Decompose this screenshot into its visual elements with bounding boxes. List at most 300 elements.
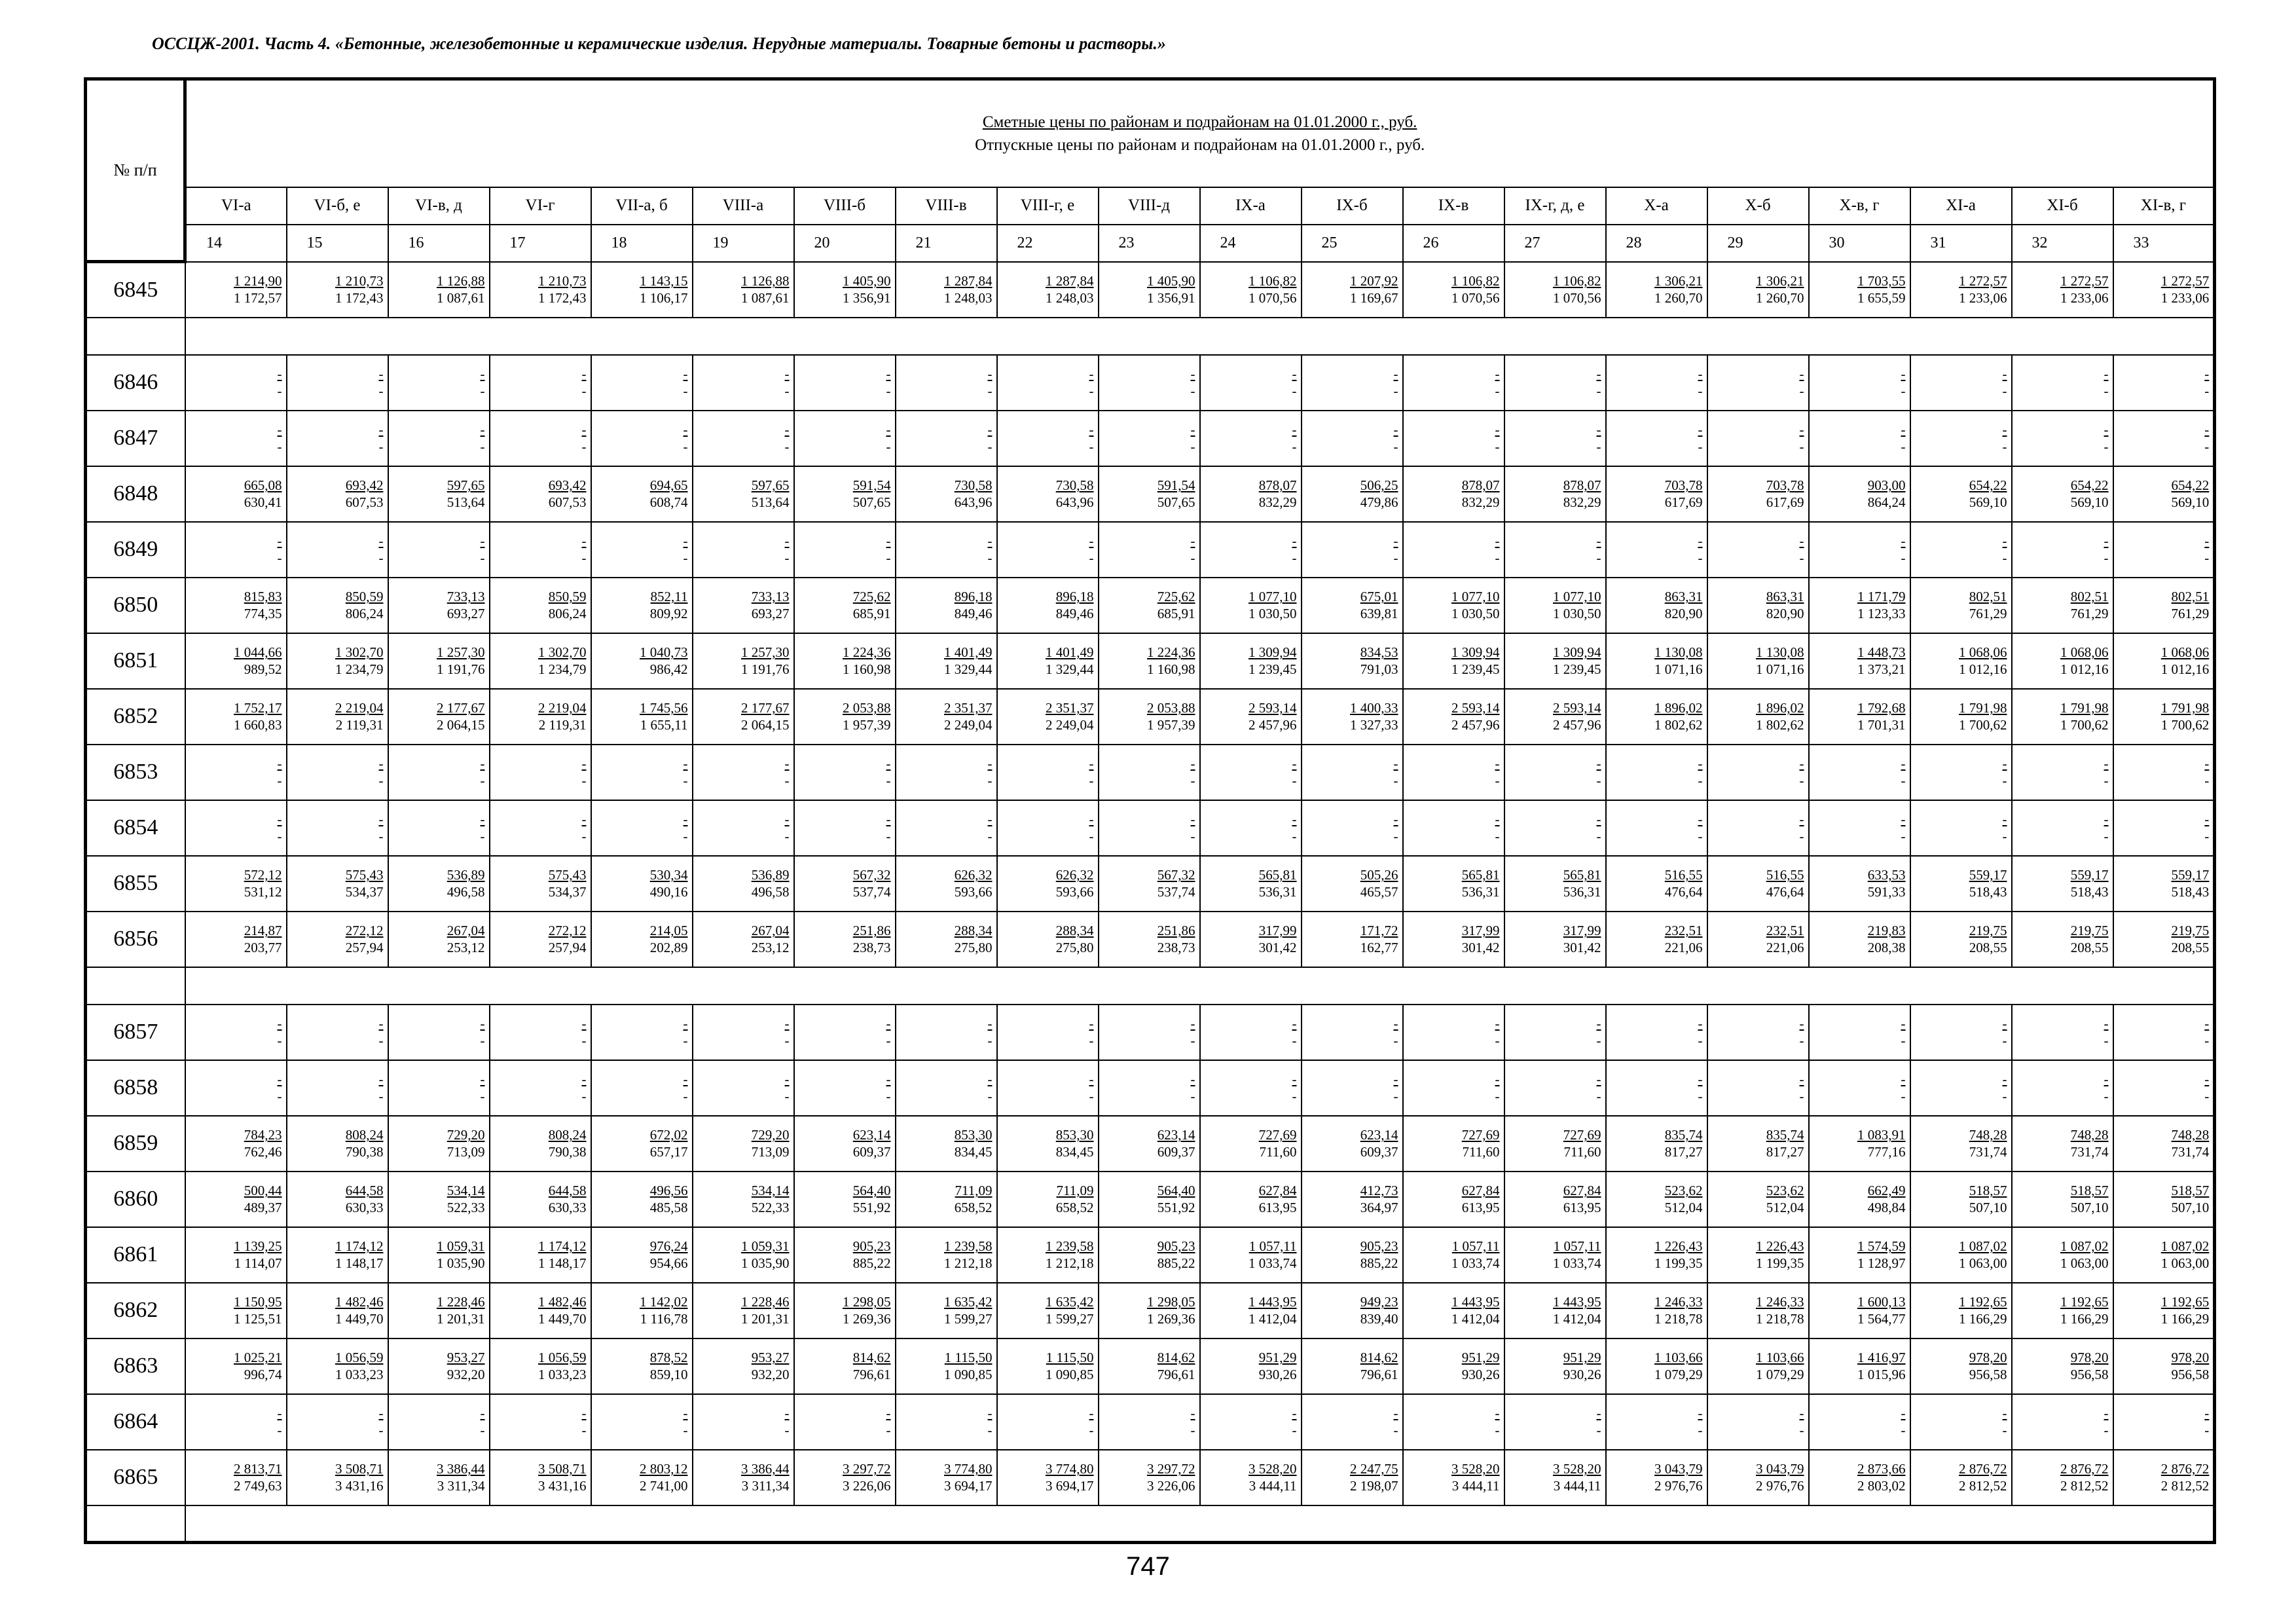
release-price-dash: - xyxy=(1596,1088,1601,1104)
estimated-price: 1 192,65 xyxy=(2160,1294,2210,1310)
price-cell xyxy=(1099,411,1200,466)
region-header: VIII-а xyxy=(693,187,794,225)
release-price: 607,53 xyxy=(345,494,384,510)
release-price-dash: - xyxy=(886,828,891,844)
release-price: 1 701,31 xyxy=(1857,717,1906,733)
estimated-price: 748,28 xyxy=(2171,1127,2210,1143)
release-price-dash: - xyxy=(784,1088,790,1104)
price-cell xyxy=(693,1172,794,1227)
price-cell xyxy=(1302,1116,1403,1172)
price-cell xyxy=(591,411,693,466)
estimated-price: 534,14 xyxy=(446,1183,485,1198)
estimated-price: 1 057,11 xyxy=(1553,1238,1601,1254)
release-price: 1 128,97 xyxy=(1857,1255,1906,1271)
release-price-dash: - xyxy=(2204,550,2210,566)
release-price-dash: - xyxy=(886,439,891,454)
release-price: 885,22 xyxy=(1360,1255,1398,1271)
release-price-dash: - xyxy=(378,1088,384,1104)
estimated-price: 627,84 xyxy=(1563,1183,1601,1198)
release-price: 1 125,51 xyxy=(234,1311,282,1327)
price-cell xyxy=(287,1227,388,1283)
price-cell xyxy=(2113,1060,2215,1116)
price-cell xyxy=(2012,1005,2113,1060)
price-cell xyxy=(997,1227,1099,1283)
price-cell xyxy=(1910,1060,2012,1116)
release-price: 1 166,29 xyxy=(2060,1311,2109,1327)
estimated-price: 654,22 xyxy=(2070,477,2109,493)
release-price: 513,64 xyxy=(751,494,790,510)
price-cell xyxy=(1403,633,1504,689)
estimated-price-dash: - xyxy=(683,811,688,827)
release-price: 1 123,33 xyxy=(1857,606,1906,621)
table-row xyxy=(86,1450,2215,1505)
table-row xyxy=(86,800,2215,856)
release-price-dash: - xyxy=(784,773,790,788)
price-cell xyxy=(693,1450,794,1505)
price-cell xyxy=(1302,1450,1403,1505)
price-cell xyxy=(1200,1172,1302,1227)
release-price-dash: - xyxy=(683,1422,688,1438)
price-cell xyxy=(1302,856,1403,912)
release-price: 2 976,76 xyxy=(1756,1478,1804,1494)
release-price-dash: - xyxy=(480,383,485,399)
price-cell xyxy=(2012,1172,2113,1227)
release-price-dash: - xyxy=(1190,828,1195,844)
estimated-price-dash: - xyxy=(2104,366,2109,382)
price-cell xyxy=(896,1338,997,1394)
estimated-price: 1 306,21 xyxy=(1654,273,1703,289)
price-cell xyxy=(490,689,591,745)
release-price: 522,33 xyxy=(446,1200,485,1215)
estimated-price: 3 297,72 xyxy=(1147,1461,1195,1477)
price-cell xyxy=(1302,633,1403,689)
estimated-price-dash: - xyxy=(277,422,282,437)
price-cell xyxy=(490,355,591,411)
release-price: 1 269,36 xyxy=(1147,1311,1195,1327)
price-cell xyxy=(1606,1060,1707,1116)
price-cell xyxy=(1809,689,1910,745)
price-cell xyxy=(1707,466,1809,522)
estimated-price: 412,73 xyxy=(1360,1183,1398,1198)
price-cell xyxy=(1809,856,1910,912)
estimated-price: 626,32 xyxy=(954,867,993,883)
price-cell xyxy=(1809,466,1910,522)
price-cell xyxy=(1504,1005,1606,1060)
release-price: 1 012,16 xyxy=(1959,661,2007,677)
estimated-price: 852,11 xyxy=(650,589,688,604)
estimated-price: 808,24 xyxy=(548,1127,587,1143)
release-price: 932,20 xyxy=(751,1367,790,1382)
estimated-price-dash: - xyxy=(277,366,282,382)
price-cell xyxy=(1099,578,1200,633)
estimated-price: 317,99 xyxy=(1563,923,1601,938)
price-cell xyxy=(1302,745,1403,800)
estimated-price-dash: - xyxy=(1901,756,1906,771)
estimated-price: 1 106,82 xyxy=(1451,273,1500,289)
release-price: 685,91 xyxy=(852,606,891,621)
price-cell xyxy=(2113,1172,2215,1227)
price-cell xyxy=(794,1338,896,1394)
estimated-price-dash: - xyxy=(1089,1071,1094,1087)
release-price: 1 033,23 xyxy=(538,1367,587,1382)
release-price: 2 812,52 xyxy=(2160,1478,2210,1494)
price-cell xyxy=(794,745,896,800)
release-price: 507,65 xyxy=(852,494,891,510)
release-price: 834,45 xyxy=(1055,1144,1094,1160)
release-price: 630,33 xyxy=(345,1200,384,1215)
price-cell xyxy=(2012,689,2113,745)
estimated-price-dash: - xyxy=(581,811,587,827)
release-price: 956,58 xyxy=(2171,1367,2210,1382)
price-cell xyxy=(287,1394,388,1450)
release-price: 1 201,31 xyxy=(437,1311,485,1327)
release-price: 534,37 xyxy=(548,884,587,900)
release-price: 569,10 xyxy=(2171,494,2210,510)
estimated-price-dash: - xyxy=(378,422,384,437)
release-price: 1 957,39 xyxy=(1147,717,1195,733)
price-cell xyxy=(1099,1005,1200,1060)
release-price-dash: - xyxy=(1292,1422,1297,1438)
release-price: 762,46 xyxy=(244,1144,282,1160)
estimated-price: 1 192,65 xyxy=(2060,1294,2109,1310)
price-cell xyxy=(388,800,490,856)
estimated-price: 1 226,43 xyxy=(1756,1238,1804,1254)
price-cell xyxy=(997,745,1099,800)
release-price-dash: - xyxy=(2002,1422,2007,1438)
release-price-dash: - xyxy=(1901,550,1906,566)
estimated-price: 1 083,91 xyxy=(1857,1127,1906,1143)
price-cell xyxy=(1910,856,2012,912)
release-price: 162,77 xyxy=(1360,940,1398,955)
release-price: 761,29 xyxy=(2070,606,2109,621)
price-cell xyxy=(1504,578,1606,633)
release-price-dash: - xyxy=(2002,1088,2007,1104)
release-price-dash: - xyxy=(2002,383,2007,399)
release-price: 1 071,16 xyxy=(1654,661,1703,677)
estimated-price: 814,62 xyxy=(1360,1350,1398,1365)
price-cell xyxy=(1707,1450,1809,1505)
price-cell xyxy=(2012,1227,2113,1283)
release-price-dash: - xyxy=(1495,828,1500,844)
estimated-price: 802,51 xyxy=(2070,589,2109,604)
estimated-price: 802,51 xyxy=(2171,589,2210,604)
price-cell xyxy=(185,1005,287,1060)
estimated-price: 1 246,33 xyxy=(1654,1294,1703,1310)
release-price-dash: - xyxy=(886,773,891,788)
price-cell xyxy=(591,522,693,578)
spacer-row xyxy=(86,967,2215,1005)
release-price: 1 660,83 xyxy=(234,717,282,733)
price-cell xyxy=(1099,1172,1200,1227)
estimated-price: 1 174,12 xyxy=(335,1238,384,1254)
price-cell xyxy=(2113,689,2215,745)
release-price: 954,66 xyxy=(649,1255,688,1271)
estimated-price: 1 059,31 xyxy=(437,1238,485,1254)
release-price: 2 198,07 xyxy=(1350,1478,1398,1494)
price-cell xyxy=(896,800,997,856)
estimated-price: 693,42 xyxy=(548,477,587,493)
release-price: 1 090,85 xyxy=(1046,1367,1094,1382)
release-price-dash: - xyxy=(480,773,485,788)
release-price-dash: - xyxy=(1089,1088,1094,1104)
price-cell xyxy=(1809,1005,1910,1060)
estimated-price: 834,53 xyxy=(1360,644,1398,660)
column-number: 25 xyxy=(1302,225,1403,262)
release-price: 593,66 xyxy=(954,884,993,900)
release-price: 2 249,04 xyxy=(1046,717,1094,733)
region-header: IX-а xyxy=(1200,187,1302,225)
price-cell xyxy=(185,578,287,633)
price-cell xyxy=(2113,1116,2215,1172)
row-number: 6862 xyxy=(86,1283,185,1338)
estimated-price: 3 043,79 xyxy=(1756,1461,1804,1477)
estimated-price-dash: - xyxy=(1495,811,1500,827)
price-cell xyxy=(1302,1394,1403,1450)
estimated-price-dash: - xyxy=(1089,811,1094,827)
estimated-price-dash: - xyxy=(1799,756,1804,771)
release-price-dash: - xyxy=(1089,828,1094,844)
price-cell xyxy=(1809,578,1910,633)
estimated-price-dash: - xyxy=(1901,1071,1906,1087)
estimated-price: 1 210,73 xyxy=(335,273,384,289)
price-cell xyxy=(794,856,896,912)
table-row xyxy=(86,466,2215,522)
release-price-dash: - xyxy=(1089,1033,1094,1048)
estimated-price-dash: - xyxy=(2204,1016,2210,1031)
estimated-price: 1 745,56 xyxy=(640,700,688,716)
estimated-price: 3 508,71 xyxy=(335,1461,384,1477)
release-price-dash: - xyxy=(784,383,790,399)
release-price: 479,86 xyxy=(1360,494,1398,510)
release-price: 820,90 xyxy=(1766,606,1804,621)
price-cell xyxy=(490,1005,591,1060)
price-cell xyxy=(1200,578,1302,633)
price-cell xyxy=(1809,800,1910,856)
release-price-dash: - xyxy=(1190,1088,1195,1104)
release-price: 832,29 xyxy=(1258,494,1297,510)
estimated-price-dash: - xyxy=(480,533,485,549)
spacer-cell xyxy=(185,318,2215,355)
release-price: 253,12 xyxy=(751,940,790,955)
release-price: 1 199,35 xyxy=(1756,1255,1804,1271)
estimated-price: 530,34 xyxy=(649,867,688,883)
release-price-dash: - xyxy=(2204,1033,2210,1048)
table-row xyxy=(86,411,2215,466)
release-price: 1 166,29 xyxy=(2160,1311,2210,1327)
estimated-price-dash: - xyxy=(886,756,891,771)
estimated-price: 505,26 xyxy=(1360,867,1398,883)
estimated-price-dash: - xyxy=(683,422,688,437)
release-price-dash: - xyxy=(1901,828,1906,844)
price-cell xyxy=(896,578,997,633)
row-number: 6857 xyxy=(86,1005,185,1060)
price-cell xyxy=(2113,1005,2215,1060)
release-price-dash: - xyxy=(1698,439,1703,454)
price-cell xyxy=(185,800,287,856)
estimated-price: 1 257,30 xyxy=(741,644,790,660)
price-cell xyxy=(1910,1450,2012,1505)
estimated-price: 564,40 xyxy=(1157,1183,1195,1198)
price-cell xyxy=(591,689,693,745)
spacer-cell xyxy=(185,967,2215,1005)
estimated-price-dash: - xyxy=(2204,1071,2210,1087)
estimated-price: 523,62 xyxy=(1664,1183,1703,1198)
price-cell xyxy=(896,1172,997,1227)
release-price: 1 191,76 xyxy=(437,661,485,677)
release-price: 512,04 xyxy=(1766,1200,1804,1215)
price-cell xyxy=(1809,411,1910,466)
price-cell xyxy=(388,689,490,745)
release-price: 658,52 xyxy=(954,1200,993,1215)
region-header: X-б xyxy=(1707,187,1809,225)
price-cell xyxy=(997,912,1099,967)
release-price: 1 087,61 xyxy=(741,290,790,306)
release-price-dash: - xyxy=(378,383,384,399)
price-cell xyxy=(1504,1227,1606,1283)
release-price: 685,91 xyxy=(1157,606,1195,621)
estimated-price: 802,51 xyxy=(1969,589,2007,604)
estimated-price: 2 219,04 xyxy=(538,700,587,716)
estimated-price: 949,23 xyxy=(1360,1294,1398,1310)
price-cell xyxy=(1302,411,1403,466)
estimated-price: 853,30 xyxy=(954,1127,993,1143)
estimated-price-dash: - xyxy=(1089,422,1094,437)
price-cell xyxy=(490,411,591,466)
row-number: 6850 xyxy=(86,578,185,633)
estimated-price-dash: - xyxy=(1190,756,1195,771)
release-price-dash: - xyxy=(1799,550,1804,566)
price-cell xyxy=(1707,856,1809,912)
release-price: 2 064,15 xyxy=(437,717,485,733)
estimated-price: 567,32 xyxy=(852,867,891,883)
price-cell xyxy=(997,411,1099,466)
price-cell xyxy=(1606,633,1707,689)
price-cell xyxy=(591,1005,693,1060)
release-price: 498,84 xyxy=(1867,1200,1906,1215)
estimated-price: 1 025,21 xyxy=(234,1350,282,1365)
estimated-price-dash: - xyxy=(2002,1071,2007,1087)
price-cell xyxy=(1403,1283,1504,1338)
release-price-dash: - xyxy=(987,828,993,844)
price-cell xyxy=(693,262,794,318)
release-price: 713,09 xyxy=(446,1144,485,1160)
release-price-dash: - xyxy=(480,1088,485,1104)
price-cell xyxy=(1504,355,1606,411)
price-cell xyxy=(490,1338,591,1394)
release-price-dash: - xyxy=(1190,1033,1195,1048)
estimated-price: 219,83 xyxy=(1867,923,1906,938)
estimated-price: 1 126,88 xyxy=(437,273,485,289)
price-cell xyxy=(388,355,490,411)
estimated-price: 953,27 xyxy=(751,1350,790,1365)
release-price-dash: - xyxy=(2204,439,2210,454)
estimated-price: 850,59 xyxy=(345,589,384,604)
price-cell xyxy=(185,355,287,411)
estimated-price: 703,78 xyxy=(1766,477,1804,493)
table-row xyxy=(86,912,2215,967)
release-price: 2 803,02 xyxy=(1857,1478,1906,1494)
price-cell xyxy=(2113,1450,2215,1505)
estimated-price-dash: - xyxy=(1596,422,1601,437)
release-price: 591,33 xyxy=(1867,884,1906,900)
release-price-dash: - xyxy=(1190,383,1195,399)
price-cell xyxy=(997,800,1099,856)
estimated-price: 564,40 xyxy=(852,1183,891,1198)
estimated-price-dash: - xyxy=(1495,533,1500,549)
estimated-price: 1 443,95 xyxy=(1248,1294,1297,1310)
release-price-dash: - xyxy=(886,1088,891,1104)
price-cell xyxy=(1606,262,1707,318)
price-cell xyxy=(693,1394,794,1450)
price-cell xyxy=(1910,800,2012,856)
release-price: 796,61 xyxy=(1360,1367,1398,1382)
release-price: 885,22 xyxy=(1157,1255,1195,1271)
price-cell xyxy=(1302,262,1403,318)
release-price: 1 233,06 xyxy=(1959,290,2007,306)
price-cell xyxy=(896,1060,997,1116)
price-cell xyxy=(1200,1283,1302,1338)
price-cell xyxy=(896,1450,997,1505)
price-cell xyxy=(1910,1116,2012,1172)
release-price-dash: - xyxy=(1495,439,1500,454)
estimated-price-dash: - xyxy=(886,422,891,437)
release-price-dash: - xyxy=(1089,439,1094,454)
release-price: 613,95 xyxy=(1563,1200,1601,1215)
region-header: VI-в, д xyxy=(388,187,490,225)
estimated-price-dash: - xyxy=(1393,756,1398,771)
estimated-price-dash: - xyxy=(378,366,384,382)
rownum-header: № п/п xyxy=(86,79,185,262)
price-cell xyxy=(2012,578,2113,633)
price-cell xyxy=(693,1227,794,1283)
estimated-price: 219,75 xyxy=(2070,923,2109,938)
price-cell xyxy=(794,1283,896,1338)
price-cell xyxy=(1403,411,1504,466)
estimated-price: 518,57 xyxy=(1969,1183,2007,1198)
region-header: VIII-г, е xyxy=(997,187,1099,225)
column-number: 33 xyxy=(2113,225,2215,262)
estimated-price-dash: - xyxy=(2204,533,2210,549)
release-price: 1 218,78 xyxy=(1654,1311,1703,1327)
estimated-price-dash: - xyxy=(784,811,790,827)
price-cell xyxy=(1809,1394,1910,1450)
estimated-price: 853,30 xyxy=(1055,1127,1094,1143)
estimated-price: 727,69 xyxy=(1563,1127,1601,1143)
release-price: 518,43 xyxy=(1969,884,2007,900)
release-price: 817,27 xyxy=(1766,1144,1804,1160)
estimated-price: 665,08 xyxy=(244,477,282,493)
release-price-dash: - xyxy=(683,439,688,454)
row-number: 6860 xyxy=(86,1172,185,1227)
estimated-price: 1 087,02 xyxy=(2160,1238,2210,1254)
estimated-price-dash: - xyxy=(784,756,790,771)
price-cell xyxy=(693,856,794,912)
table-row xyxy=(86,262,2215,318)
release-price-dash: - xyxy=(683,1088,688,1104)
estimated-price: 317,99 xyxy=(1461,923,1500,938)
price-cell xyxy=(1302,1172,1403,1227)
release-price: 507,10 xyxy=(2070,1200,2109,1215)
release-price-dash: - xyxy=(1292,439,1297,454)
release-price: 864,24 xyxy=(1867,494,1906,510)
release-price-dash: - xyxy=(277,383,282,399)
estimated-price: 1 287,84 xyxy=(1046,273,1094,289)
column-number: 21 xyxy=(896,225,997,262)
estimated-price: 896,18 xyxy=(1055,589,1094,604)
price-cell xyxy=(1504,522,1606,578)
estimated-price: 2 593,14 xyxy=(1248,700,1297,716)
estimated-price-dash: - xyxy=(1190,1405,1195,1421)
